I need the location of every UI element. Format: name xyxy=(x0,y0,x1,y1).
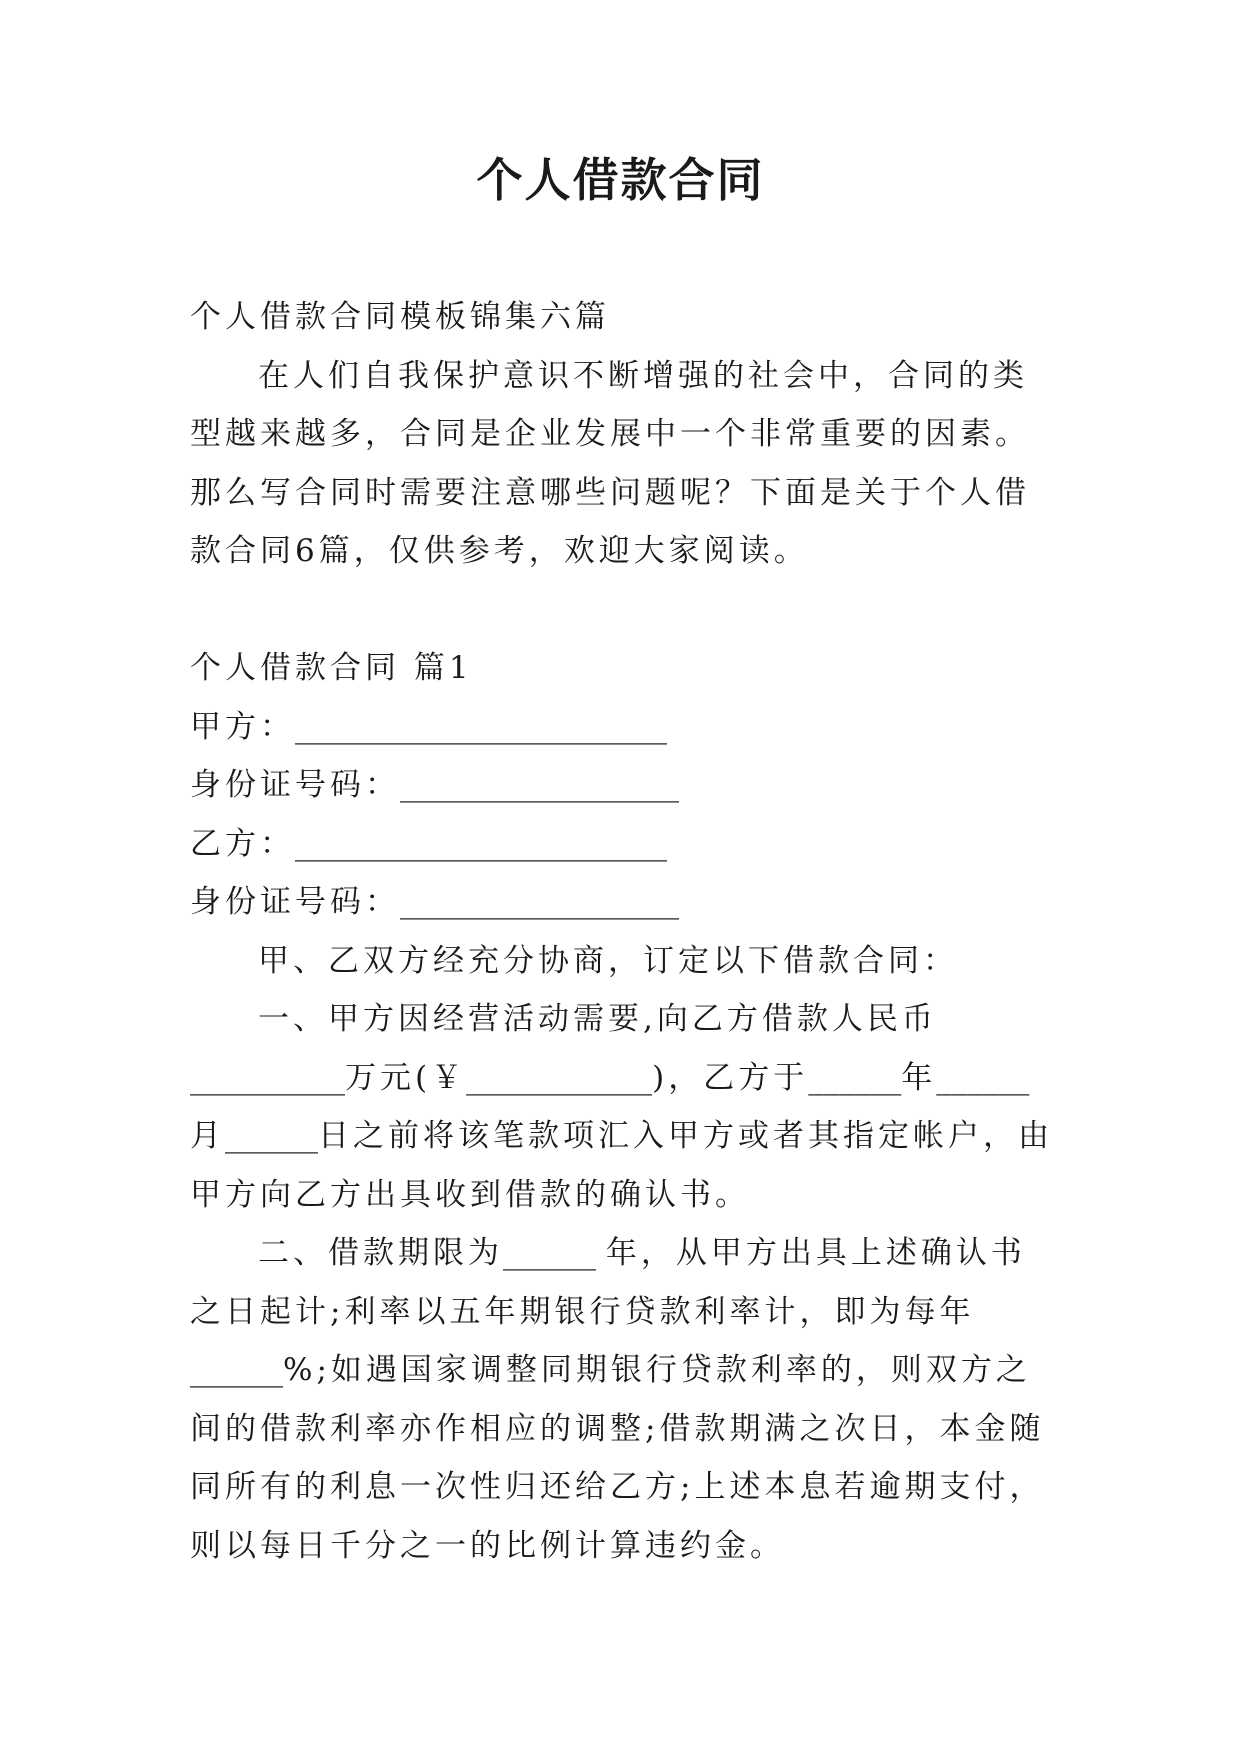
clause-2-blank-term: ______ xyxy=(503,1235,606,1271)
blank-line xyxy=(190,581,1060,640)
clause-1-part2: 万元(￥ xyxy=(345,1059,467,1096)
subtitle: 个人借款合同模板锦集六篇 xyxy=(190,299,610,335)
clause-1 xyxy=(190,990,1060,1224)
clause-1-part3: )，乙方于 xyxy=(652,1059,809,1096)
party-a-label: 甲方： xyxy=(190,708,295,745)
clause-2 xyxy=(190,1224,1060,1575)
clause-2-blank-rate: ______ xyxy=(190,1352,283,1388)
agreement-line: 甲、乙双方经充分协商，订定以下借款合同： xyxy=(258,942,958,979)
section-heading: 个人借款合同 篇1 xyxy=(190,650,473,686)
party-a-row xyxy=(190,698,1060,757)
clause-1-blank-year: ______ xyxy=(808,1059,902,1096)
document-title: 个人借款合同 xyxy=(476,153,765,207)
id-b-blank: __________________ xyxy=(400,884,679,920)
id-b-label: 身份证号码： xyxy=(190,884,400,920)
clause-2-part3: %;如遇国家调整同期银行贷款利率的，则双方之间的借款利率亦作相应的调整;借款期满之次日，本金随同所有的利息一次性归还给乙方;上述本息若逾期支付，则以每日千分之一的比例计算违约金。 xyxy=(190,1352,1045,1564)
clause-1-month: 月 xyxy=(190,1118,225,1154)
clause-1-blank-yuan: ____________ xyxy=(466,1059,653,1096)
id-a-row xyxy=(190,756,1060,815)
id-a-blank: __________________ xyxy=(400,767,679,803)
clause-1-blank-month: ______ xyxy=(936,1059,1030,1096)
clause-2-part2: 年，从甲方出具上述确认书之日起计;利率以五年期银行贷款利率计，即为每年 xyxy=(190,1235,1026,1330)
party-b-row xyxy=(190,815,1060,874)
clause-1-year: 年 xyxy=(901,1059,937,1096)
clause-1-blank-amount: __________ xyxy=(190,1059,345,1096)
clause-2-part1: 二、借款期限为 xyxy=(258,1235,503,1271)
id-a-label: 身份证号码： xyxy=(190,767,400,803)
id-b-row xyxy=(190,873,1060,932)
party-a-blank: ________________________ xyxy=(295,708,667,745)
clause-1-blank-day: ______ xyxy=(225,1118,318,1154)
clause-1-part4: 日之前将该笔款项汇入甲方或者其指定帐户，由甲方向乙方出具收到借款的确认书。 xyxy=(190,1118,1053,1213)
clause-1-part1: 一、甲方因经营活动需要,向乙方借款人民币 xyxy=(258,1001,937,1037)
party-b-label: 乙方： xyxy=(190,825,295,862)
document-body xyxy=(190,288,1060,1575)
intro-paragraph: 在人们自我保护意识不断增强的社会中，合同的类型越来越多，合同是企业发展中一个非常重要的因素。那么写合同时需要注意哪些问题呢？下面是关于个人借款合同6篇，仅供参考，欢迎大家阅读。 xyxy=(190,357,1030,569)
party-b-blank: ________________________ xyxy=(295,825,667,862)
